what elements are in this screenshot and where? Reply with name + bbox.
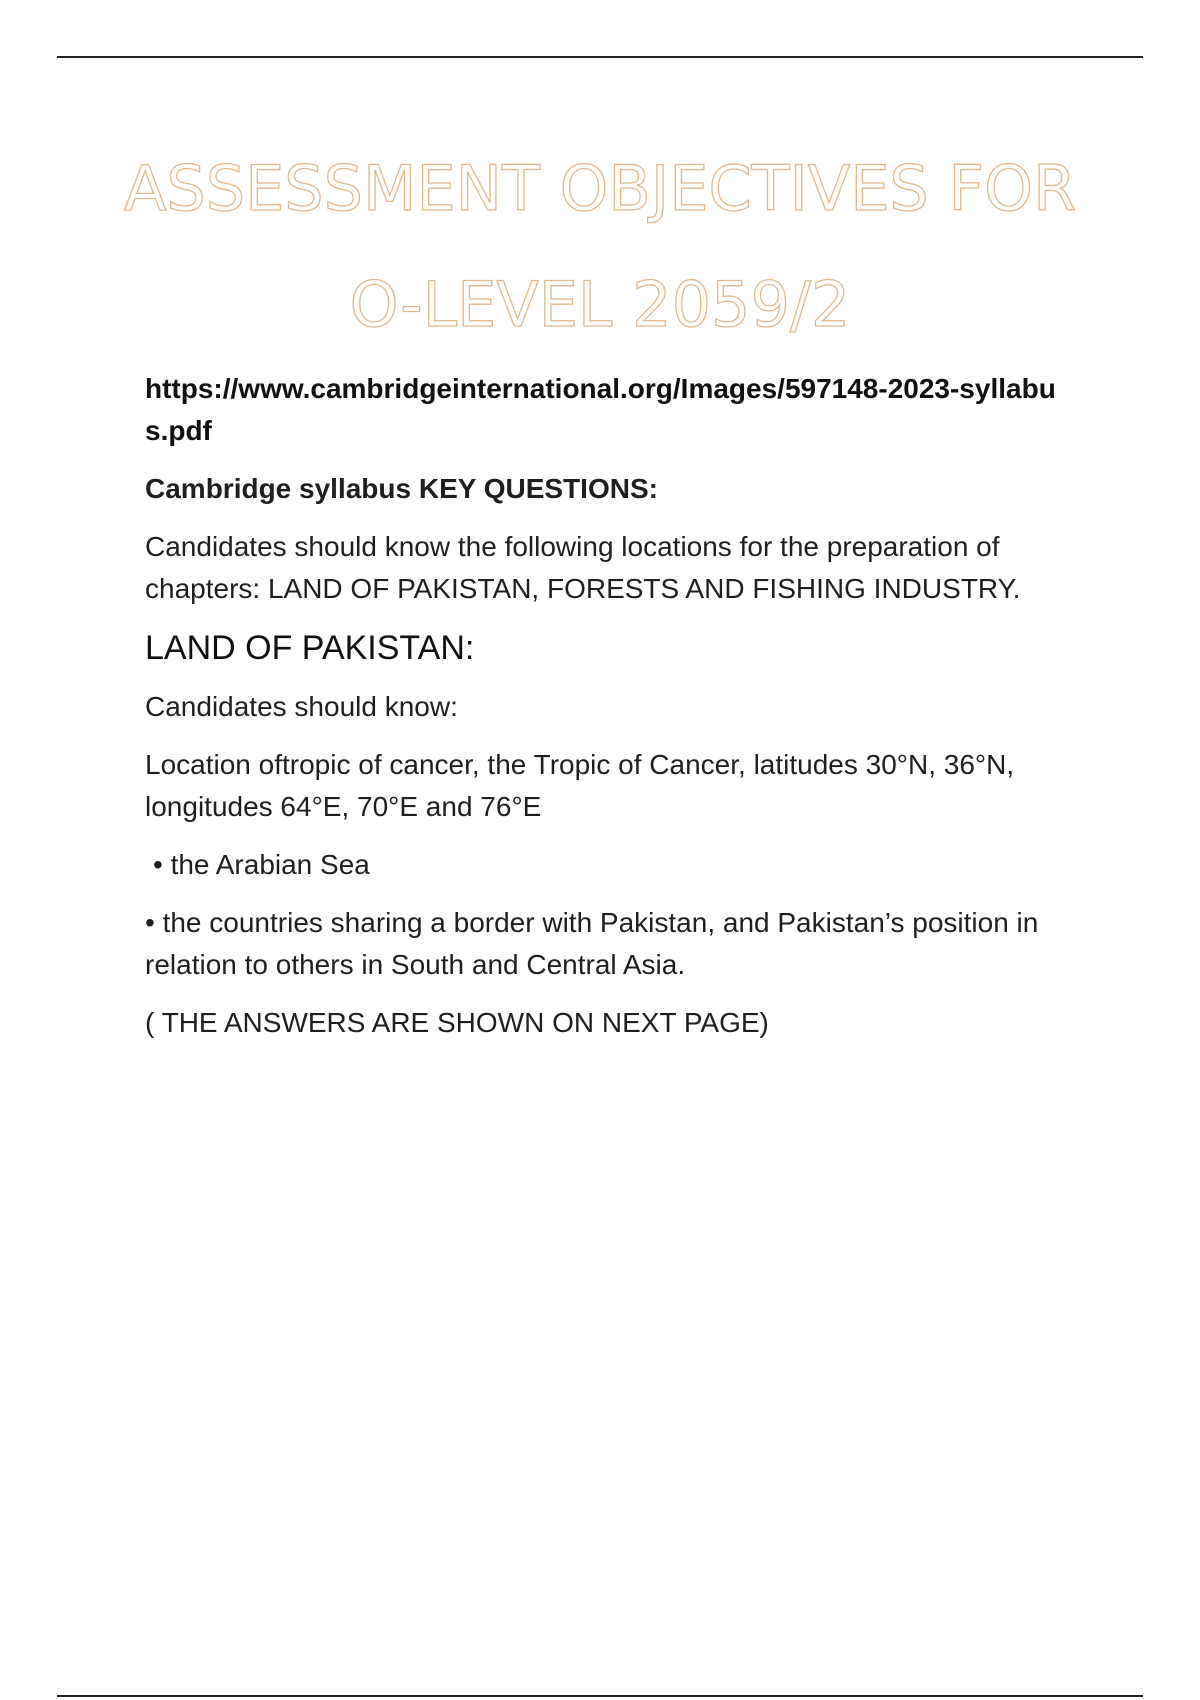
section-heading: LAND OF PAKISTAN: <box>145 629 475 667</box>
page-title-line-2: O-LEVEL 2059/2 <box>349 268 851 341</box>
top-rule <box>57 56 1143 58</box>
page-title-line-1: ASSESSMENT OBJECTIVES FOR <box>123 152 1077 225</box>
bottom-rule <box>57 1695 1143 1697</box>
intro-paragraph: Candidates should know the following locations for the preparation of chapters: LAND OF PAKISTAN, FORESTS AND FISHING INDUSTRY. <box>145 531 1021 604</box>
bullet-item: • the countries sharing a border with Pakistan, and Pakistan’s position in relation to others in South and Central Asia. <box>145 907 1039 980</box>
document-body <box>145 368 1075 1060</box>
key-questions-heading: Cambridge syllabus KEY QUESTIONS: <box>145 473 658 504</box>
should-know-text: Candidates should know: <box>145 691 458 722</box>
location-paragraph: Location oftropic of cancer, the Tropic of Cancer, latitudes 30°N, 36°N, longitudes 64°E, 70°E and 76°E <box>145 749 1015 822</box>
bullet-item: • the Arabian Sea <box>153 849 370 880</box>
answers-note: ( THE ANSWERS ARE SHOWN ON NEXT PAGE) <box>145 1007 769 1038</box>
syllabus-link[interactable]: https://www.cambridgeinternational.org/Images/597148-2023-syllabus.pdf <box>145 373 1056 446</box>
